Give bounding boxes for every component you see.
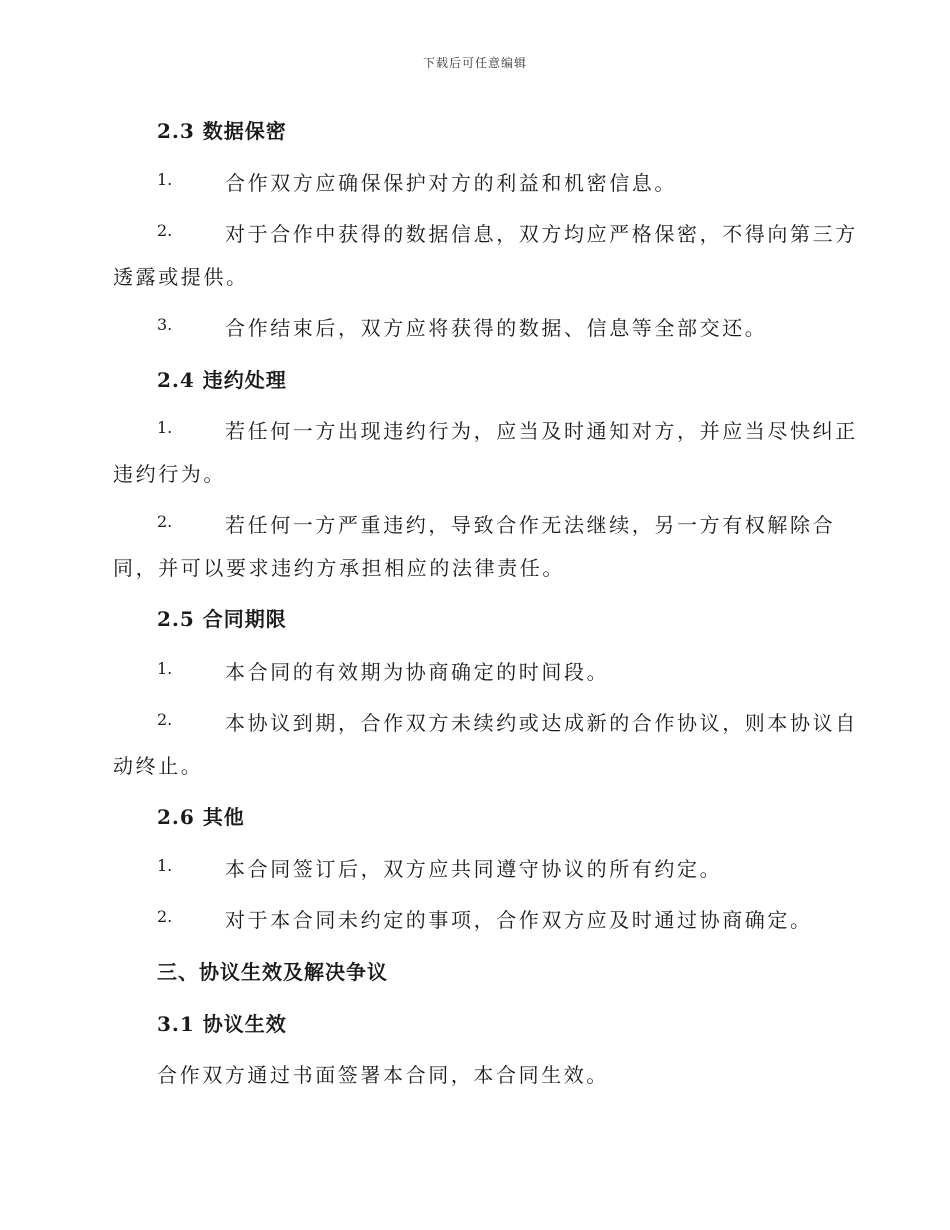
list-item-text: 对于本合同未约定的事项，合作双方应及时通过协商确定。: [225, 908, 813, 932]
list-item-text-continued: 透露或提供。: [113, 265, 249, 289]
list-item-number: 1.: [157, 418, 173, 437]
page-header: 下载后可任意编辑: [422, 56, 527, 70]
paragraph: 合作双方通过书面签署本合同，本合同生效。: [157, 1063, 609, 1087]
list-item-number: 2.: [157, 221, 173, 240]
list-item-number: 2.: [157, 512, 173, 531]
list-item-text-continued: 动终止。: [113, 754, 204, 778]
list-item-text: 本合同的有效期为协商确定的时间段。: [225, 660, 610, 684]
list-item-text: 合作结束后，双方应将获得的数据、信息等全部交还。: [225, 316, 768, 340]
list-item-number: 2.: [157, 710, 173, 729]
list-item-number: 3.: [157, 315, 173, 334]
section-heading-3-1: 3.1 协议生效: [157, 1012, 287, 1036]
section-heading-2-4: 2.4 违约处理: [157, 368, 287, 392]
section-heading-2-5: 2.5 合同期限: [157, 607, 287, 631]
list-item-text: 对于合作中获得的数据信息，双方均应严格保密，不得向第三方: [225, 222, 858, 246]
chapter-heading-3: 三、协议生效及解决争议: [157, 960, 388, 984]
section-heading-2-3: 2.3 数据保密: [157, 119, 287, 143]
list-item-number: 2.: [157, 907, 173, 926]
list-item-text: 本合同签订后，双方应共同遵守协议的所有约定。: [225, 857, 723, 881]
list-item-number: 1.: [157, 659, 173, 678]
list-item-text: 合作双方应确保保护对方的利益和机密信息。: [225, 171, 677, 195]
list-item-text: 若任何一方严重违约，导致合作无法继续，另一方有权解除合: [225, 513, 836, 537]
list-item-text: 本协议到期，合作双方未续约或达成新的合作协议，则本协议自: [225, 711, 858, 735]
list-item-text: 若任何一方出现违约行为，应当及时通知对方，并应当尽快纠正: [225, 419, 858, 443]
list-item-number: 1.: [157, 170, 173, 189]
list-item-text-continued: 违约行为。: [113, 462, 226, 486]
list-item-text-continued: 同，并可以要求违约方承担相应的法律责任。: [113, 556, 565, 580]
section-heading-2-6: 2.6 其他: [157, 805, 245, 829]
list-item-number: 1.: [157, 856, 173, 875]
